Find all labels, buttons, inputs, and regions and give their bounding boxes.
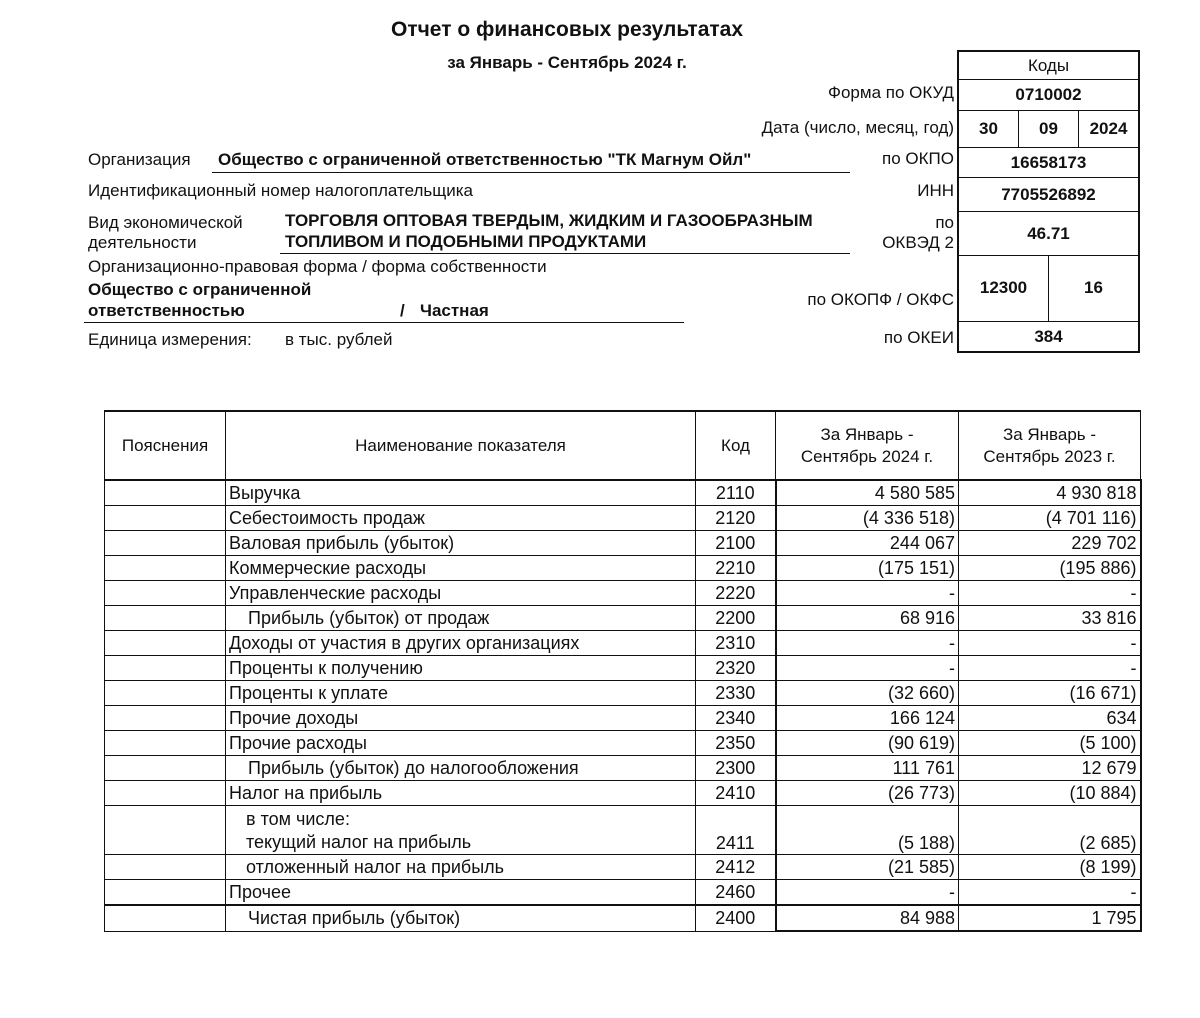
row-current-value: 111 761 xyxy=(776,756,959,781)
table-row xyxy=(105,606,1141,631)
col-code-header: Код xyxy=(696,411,776,480)
activity-underline xyxy=(280,253,850,254)
form-separator: / xyxy=(400,301,405,320)
table-row xyxy=(105,706,1141,731)
table-row xyxy=(105,905,1141,931)
inn-label: Идентификационный номер налогоплательщика xyxy=(88,181,473,200)
table-row xyxy=(105,806,1141,855)
col-current-header-line-1: За Январь - xyxy=(820,424,914,444)
row-notes xyxy=(105,631,226,656)
row-code: 2310 xyxy=(696,631,776,656)
row-current-value: - xyxy=(776,581,959,606)
okei-value: 384 xyxy=(1034,326,1063,346)
col-previous-header-line-2: Сентябрь 2023 г. xyxy=(983,446,1116,466)
row-current-value: (175 151) xyxy=(776,556,959,581)
row-notes xyxy=(105,656,226,681)
table-row xyxy=(105,556,1141,581)
row-current-value: - xyxy=(776,880,959,906)
row-previous-value: (5 100) xyxy=(959,731,1141,756)
row-name-cell xyxy=(226,806,696,855)
row-current-value: (5 188) xyxy=(776,806,959,855)
form-label: Организационно-правовая форма / форма собственности xyxy=(88,257,547,276)
row-previous-value: 634 xyxy=(959,706,1141,731)
row-code: 2200 xyxy=(696,606,776,631)
org-underline xyxy=(212,172,850,173)
row-code: 2410 xyxy=(696,781,776,806)
row-previous-value: 1 795 xyxy=(959,905,1141,931)
inn-code-label: ИНН xyxy=(917,181,954,200)
row-notes xyxy=(105,706,226,731)
row-notes xyxy=(105,480,226,506)
row-name: Прочее xyxy=(226,880,696,906)
okud-label: Форма по ОКУД xyxy=(828,83,954,102)
row-current-value: 84 988 xyxy=(776,905,959,931)
row-previous-value: 33 816 xyxy=(959,606,1141,631)
unit-label: Единица измерения: xyxy=(88,330,252,349)
row-name: Прочие расходы xyxy=(226,731,696,756)
row-previous-value: - xyxy=(959,880,1141,906)
row-notes xyxy=(105,731,226,756)
org-label: Организация xyxy=(88,150,191,169)
row-name: Налог на прибыль xyxy=(226,781,696,806)
col-previous-header xyxy=(959,411,1141,480)
table-row xyxy=(105,731,1141,756)
okopf-value: 12300 xyxy=(979,278,1028,297)
report-title: Отчет о финансовых результатах xyxy=(390,18,744,41)
date-day: 30 xyxy=(979,119,998,138)
row-previous-value: 12 679 xyxy=(959,756,1141,781)
row-previous-value: (16 671) xyxy=(959,681,1141,706)
form-line-2: ответственностью xyxy=(88,301,245,320)
row-current-value: - xyxy=(776,656,959,681)
row-notes xyxy=(105,781,226,806)
row-current-value: 244 067 xyxy=(776,531,959,556)
row-notes xyxy=(105,581,226,606)
row-notes xyxy=(105,855,226,880)
row-previous-value: - xyxy=(959,631,1141,656)
table-row xyxy=(105,681,1141,706)
row-name: Валовая прибыль (убыток) xyxy=(226,531,696,556)
row-code: 2220 xyxy=(696,581,776,606)
row-current-value: (90 619) xyxy=(776,731,959,756)
row-code: 2100 xyxy=(696,531,776,556)
ownership-value: Частная xyxy=(420,301,489,320)
row-code: 2300 xyxy=(696,756,776,781)
activity-label-2: деятельности xyxy=(88,233,197,252)
row-previous-value: (2 685) xyxy=(959,806,1141,855)
row-name: Управленческие расходы xyxy=(226,581,696,606)
okpo-value: 16658173 xyxy=(1010,152,1087,172)
table-row xyxy=(105,531,1141,556)
activity-line-1: ТОРГОВЛЯ ОПТОВАЯ ТВЕРДЫМ, ЖИДКИМ И ГАЗООБРАЗНЫМ xyxy=(285,211,813,230)
row-code: 2210 xyxy=(696,556,776,581)
row-notes xyxy=(105,880,226,906)
row-code: 2460 xyxy=(696,880,776,906)
row-previous-value: (8 199) xyxy=(959,855,1141,880)
row-code: 2400 xyxy=(696,905,776,931)
row-code: 2320 xyxy=(696,656,776,681)
col-notes-header: Пояснения xyxy=(105,411,226,480)
row-name: Прибыль (убыток) от продаж xyxy=(226,606,696,631)
row-name: Чистая прибыль (убыток) xyxy=(226,905,696,931)
okud-value: 0710002 xyxy=(1015,85,1082,104)
financial-results-table xyxy=(104,410,1142,932)
activity-line-2: ТОПЛИВОМ И ПОДОБНЫМИ ПРОДУКТАМИ xyxy=(285,232,647,251)
row-current-value: - xyxy=(776,631,959,656)
row-code: 2120 xyxy=(696,506,776,531)
row-previous-value: (4 701 116) xyxy=(959,506,1141,531)
row-notes xyxy=(105,606,226,631)
okved-label-1: по xyxy=(935,213,954,232)
row-name: Проценты к уплате xyxy=(226,681,696,706)
okfs-value: 16 xyxy=(1048,256,1138,321)
row-current-value: 166 124 xyxy=(776,706,959,731)
okopf-label: по ОКОПФ / ОКФС xyxy=(807,290,954,309)
okei-label: по ОКЕИ xyxy=(883,328,954,347)
col-current-header-line-2: Сентябрь 2024 г. xyxy=(800,446,934,466)
table-row xyxy=(105,756,1141,781)
row-previous-value: - xyxy=(959,581,1141,606)
row-previous-value: 229 702 xyxy=(959,531,1141,556)
activity-label-1: Вид экономической xyxy=(88,213,243,232)
unit-value: в тыс. рублей xyxy=(285,330,393,349)
col-name-header: Наименование показателя xyxy=(226,411,696,480)
row-previous-value: (195 886) xyxy=(959,556,1141,581)
date-month: 09 xyxy=(1018,111,1078,147)
org-name: Общество с ограниченной ответственностью "ТК Магнум Ойл" xyxy=(218,150,752,169)
row-code: 2110 xyxy=(696,480,776,506)
table-header-row xyxy=(105,411,1141,480)
row-previous-value: - xyxy=(959,656,1141,681)
table-row xyxy=(105,631,1141,656)
table-row xyxy=(105,480,1141,506)
row-current-value: (32 660) xyxy=(776,681,959,706)
row-name: Проценты к получению xyxy=(226,656,696,681)
table-row xyxy=(105,880,1141,906)
row-current-value: (4 336 518) xyxy=(776,506,959,531)
okved-value: 46.71 xyxy=(1027,223,1070,243)
okved-label-2: ОКВЭД 2 xyxy=(882,233,954,252)
row-name: Себестоимость продаж xyxy=(226,506,696,531)
date-label: Дата (число, месяц, год) xyxy=(761,118,954,137)
row-code: 2330 xyxy=(696,681,776,706)
row-notes xyxy=(105,506,226,531)
table-row xyxy=(105,855,1141,880)
row-current-value: 68 916 xyxy=(776,606,959,631)
codes-header: Коды xyxy=(1027,55,1070,75)
okpo-label: по ОКПО xyxy=(882,149,954,168)
row-notes xyxy=(105,531,226,556)
report-period: за Январь - Сентябрь 2024 г. xyxy=(447,53,687,72)
table-row xyxy=(105,656,1141,681)
form-underline xyxy=(84,322,684,323)
row-notes xyxy=(105,806,226,855)
row-name: Прочие доходы xyxy=(226,706,696,731)
row-previous-value: 4 930 818 xyxy=(959,480,1141,506)
row-notes xyxy=(105,756,226,781)
col-current-header xyxy=(776,411,959,480)
row-code: 2412 xyxy=(696,855,776,880)
row-name: Коммерческие расходы xyxy=(226,556,696,581)
inn-value: 7705526892 xyxy=(1001,184,1096,204)
form-line-1: Общество с ограниченной xyxy=(88,280,312,299)
row-code: 2411 xyxy=(696,806,776,855)
row-previous-value: (10 884) xyxy=(959,781,1141,806)
table-row xyxy=(105,506,1141,531)
row-notes xyxy=(105,556,226,581)
row-code: 2340 xyxy=(696,706,776,731)
col-previous-header-line-1: За Январь - xyxy=(1002,424,1097,444)
row-name: Доходы от участия в других организациях xyxy=(226,631,696,656)
row-current-value: 4 580 585 xyxy=(776,480,959,506)
row-current-value: (26 773) xyxy=(776,781,959,806)
row-notes xyxy=(105,905,226,931)
table-row xyxy=(105,581,1141,606)
row-name: отложенный налог на прибыль xyxy=(226,855,696,880)
row-code: 2350 xyxy=(696,731,776,756)
codes-box xyxy=(957,50,1140,353)
row-name-prefix: в том числе: xyxy=(246,809,350,829)
row-notes xyxy=(105,681,226,706)
row-name: Прибыль (убыток) до налогообложения xyxy=(226,756,696,781)
row-name: текущий налог на прибыль xyxy=(246,832,472,852)
date-year: 2024 xyxy=(1078,111,1138,147)
table-row xyxy=(105,781,1141,806)
row-current-value: (21 585) xyxy=(776,855,959,880)
row-name: Выручка xyxy=(226,480,696,506)
